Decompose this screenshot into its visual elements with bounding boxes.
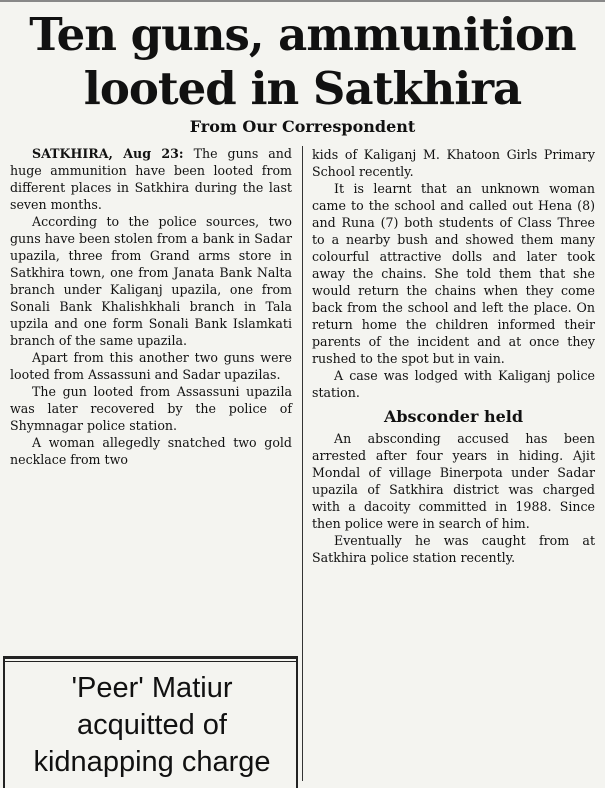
paragraph: An absconding accused has been arrested after four years in hiding. Ajit Mondal of village Binerpota under Sadar upazila of Satkhira district was charged with a dacoity committed in 1988. Since then police were in search of him.	[312, 431, 595, 531]
byline: From Our Correspondent	[189, 117, 416, 136]
sidebar-line-1: 'Peer' Matiur	[71, 672, 233, 704]
column-divider	[302, 146, 303, 781]
sidebar-top-rule	[3, 656, 298, 659]
paragraph: Eventually he was caught from at Satkhira police station recently.	[312, 533, 595, 565]
paragraph: A case was lodged with Kaliganj police station.	[312, 368, 595, 400]
headline	[0, 8, 605, 116]
headline-line-2: looted in Satkhira	[83, 62, 522, 115]
paragraph: The gun looted from Assassuni upazila was later recovered by the police of Shymnagar police station.	[10, 384, 292, 433]
paragraph: According to the police sources, two guns have been stolen from a bank in Sadar upazila, three from Grand arms store in Satkhira town, one from Janata Bank Nalta branch under Kaliganj upazila, one from Sonali Bank Khalishkhali branch in Tala upzila and one form Sonali Bank Islamkati branch of the same upazila.	[10, 214, 292, 348]
right-column	[312, 146, 595, 566]
headline-line-1: Ten guns, ammunition	[29, 8, 576, 61]
lead-text: The guns and huge ammunition have been looted from different places in Satkhira during the last seven months.	[10, 146, 292, 212]
sidebar-headline	[12, 670, 292, 781]
left-column	[10, 145, 292, 468]
sidebar-left-rule	[3, 656, 5, 788]
lead-paragraph	[10, 145, 292, 213]
paragraph: It is learnt that an unknown woman came to the school and called out Hena (8) and Runa (7) both students of Class Three to a nearby bush and showed them many colourful attractive dolls and later took away the chains. She told them that she would return the chains when they come back from the school and left the place. On return home the children informed their parents of the incident and at once they rushed to the spot but in vain.	[312, 181, 595, 366]
sidebar-right-rule	[296, 656, 298, 788]
dateline: SATKHIRA, Aug 23:	[32, 146, 184, 161]
sidebar-line-2: acquitted of	[77, 709, 227, 741]
paragraph: kids of Kaliganj M. Khatoon Girls Primary School recently.	[312, 147, 595, 179]
paragraph: A woman allegedly snatched two gold necklace from two	[10, 435, 292, 467]
subhead: Absconder held	[383, 407, 524, 426]
sidebar-line-3: kidnapping charge	[33, 746, 271, 778]
sidebar-top-rule-thin	[3, 661, 298, 662]
top-rule	[0, 0, 605, 2]
paragraph: Apart from this another two guns were looted from Assassuni and Sadar upazilas.	[10, 350, 292, 382]
